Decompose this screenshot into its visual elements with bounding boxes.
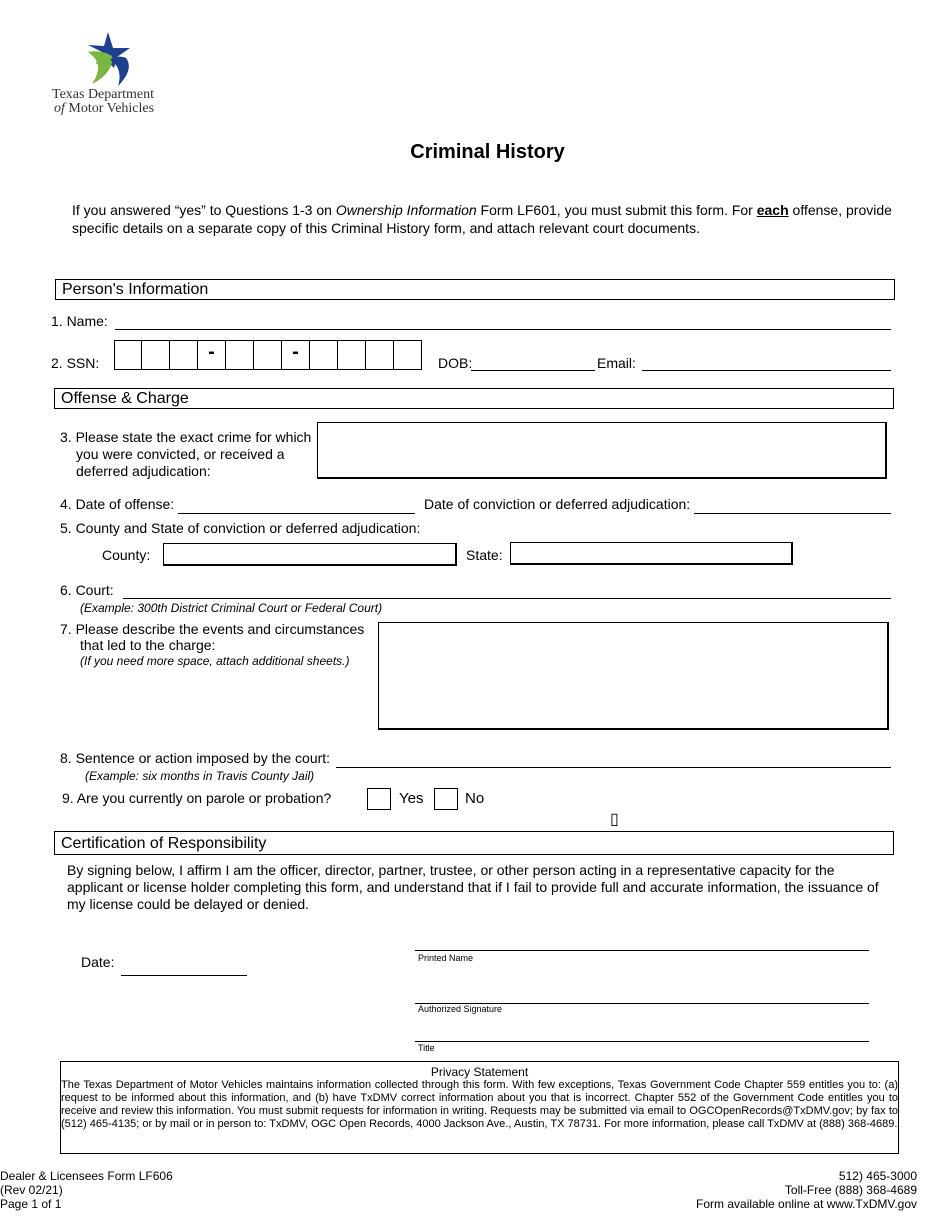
intro-emph: each <box>756 202 789 218</box>
events-textbox[interactable] <box>378 622 889 730</box>
court-example: (Example: 300th District Criminal Court or Federal Court) <box>80 601 383 615</box>
sentence-label: 8. Sentence or action imposed by the court: <box>60 750 331 766</box>
name-input-line[interactable] <box>115 329 891 330</box>
parole-question: 9. Are you currently on parole or probation? <box>62 790 332 806</box>
ssn-digit-box[interactable] <box>366 340 394 370</box>
cert-date-input-line[interactable] <box>121 975 247 976</box>
conviction-date-label: Date of conviction or deferred adjudication: <box>424 496 691 512</box>
stray-glyph: ▯ <box>610 811 619 828</box>
sentence-input-line[interactable] <box>336 767 891 768</box>
court-label: 6. Court: <box>60 582 114 598</box>
parole-no-label: No <box>465 790 485 807</box>
ssn-digit-box[interactable] <box>338 340 366 370</box>
section-person-info: Person's Information <box>55 279 895 300</box>
footer-phone: 512) 465-3000 <box>838 1169 917 1183</box>
court-input-line[interactable] <box>123 598 891 599</box>
events-question <box>60 621 364 669</box>
parole-yes-checkbox[interactable] <box>367 788 391 810</box>
ssn-digit-box[interactable] <box>254 340 282 370</box>
county-label: County: <box>102 547 151 563</box>
cert-date-label: Date: <box>81 954 115 970</box>
ssn-digit-box[interactable] <box>394 340 422 370</box>
title-line[interactable] <box>415 1041 869 1042</box>
certification-text: By signing below, I affirm I am the officer, director, partner, trustee, or other person acting in a representative capacity for the applicant or license holder completing this form, and understand that if I fail to provide full and accurate information, the issuance of my license could be delayed or denied. <box>67 862 879 912</box>
intro-paragraph <box>72 201 902 237</box>
ssn-digit-box[interactable] <box>114 340 142 370</box>
section-offense-charge: Offense & Charge <box>54 388 894 409</box>
email-label: Email: <box>597 355 636 371</box>
crime-question-line3: deferred adjudication: <box>76 463 211 479</box>
footer-right <box>696 1169 917 1211</box>
crime-question-line2: you were convicted, or received a <box>76 446 285 462</box>
offense-date-label: 4. Date of offense: <box>60 496 175 512</box>
events-question-line2: that led to the charge: <box>80 637 216 653</box>
ssn-separator: - <box>198 340 226 370</box>
crime-question-line1: 3. Please state the exact crime for which <box>60 429 312 445</box>
footer-form-id: Dealer & Licensees Form LF606 <box>0 1169 173 1183</box>
ssn-digit-box[interactable] <box>310 340 338 370</box>
events-question-line1: 7. Please describe the events and circumstances <box>60 621 365 637</box>
section-certification: Certification of Responsibility <box>54 831 894 855</box>
intro-part1: If you answered “yes” to Questions 1-3 on <box>72 202 336 218</box>
footer-online: Form available online at www.TxDMV.gov <box>696 1197 917 1211</box>
agency-name-line2 <box>54 101 154 116</box>
county-input[interactable] <box>163 543 457 566</box>
intro-part2: Form LF601, you must submit this form. For <box>476 202 757 218</box>
privacy-text: The Texas Department of Motor Vehicles maintains information collected through this form. With few exceptions, Texas Government Code Chapter 559 entitles you to: (a) request to be informed about this information, and (b) have TxDMV correct information about you that is incorrect. Chapter 552 of the Government Code entitles you to receive and review this information. You must submit requests for information in writing. Requests may be submitted via email to OGCOpenRecords@TxDMV.gov; by fax to (512) 465-4135; or by mail or in person to: TxDMV, OGC Open Records, 4000 Jackson Ave., Austin, TX 78731. For more information, please call TxDMV at (888) 368-4689. <box>61 1079 898 1130</box>
agency-name-rest: Motor Vehicles <box>68 101 155 116</box>
ssn-digit-box[interactable] <box>226 340 254 370</box>
dob-label: DOB: <box>438 355 473 371</box>
state-input[interactable] <box>510 542 793 565</box>
state-label: State: <box>466 547 503 563</box>
ssn-input[interactable] <box>114 340 422 370</box>
footer-left <box>0 1169 173 1211</box>
star-logo-icon <box>52 30 172 88</box>
privacy-statement <box>60 1061 899 1154</box>
conviction-date-input-line[interactable] <box>694 513 891 514</box>
sentence-example: (Example: six months in Travis County Jail) <box>85 769 315 783</box>
agency-name-of: of <box>54 101 65 116</box>
dob-input-line[interactable] <box>471 370 595 371</box>
footer-revision: (Rev 02/21) <box>0 1183 63 1197</box>
crime-textbox[interactable] <box>317 422 887 479</box>
title-label: Title <box>418 1043 435 1053</box>
offense-date-input-line[interactable] <box>178 513 415 514</box>
agency-name-line1: Texas Department <box>52 87 155 102</box>
events-question-note: (If you need more space, attach additional sheets.) <box>80 654 350 668</box>
parole-yes-label: Yes <box>399 790 424 807</box>
footer-tollfree: Toll-Free (888) 368-4689 <box>784 1183 917 1197</box>
signature-label: Authorized Signature <box>418 1004 503 1014</box>
printed-name-line[interactable] <box>415 950 869 951</box>
page-title: Criminal History <box>410 141 565 163</box>
crime-question <box>60 429 311 480</box>
ssn-separator: - <box>282 340 310 370</box>
email-input-line[interactable] <box>642 370 891 371</box>
printed-name-label: Printed Name <box>418 953 474 963</box>
ssn-digit-box[interactable] <box>142 340 170 370</box>
txdmv-logo <box>52 30 172 120</box>
privacy-title: Privacy Statement <box>430 1065 529 1079</box>
county-state-question: 5. County and State of conviction or deferred adjudication: <box>60 520 421 536</box>
name-label: 1. Name: <box>51 313 108 329</box>
footer-page-number: Page 1 of 1 <box>0 1197 62 1211</box>
ssn-label: 2. SSN: <box>51 355 100 371</box>
intro-form-name: Ownership Information <box>335 202 477 218</box>
parole-no-checkbox[interactable] <box>434 788 458 810</box>
ssn-digit-box[interactable] <box>170 340 198 370</box>
intro-part3: offense, provide specific details on a separate copy of this Criminal History form, and attach relevant court documents. <box>72 202 892 236</box>
